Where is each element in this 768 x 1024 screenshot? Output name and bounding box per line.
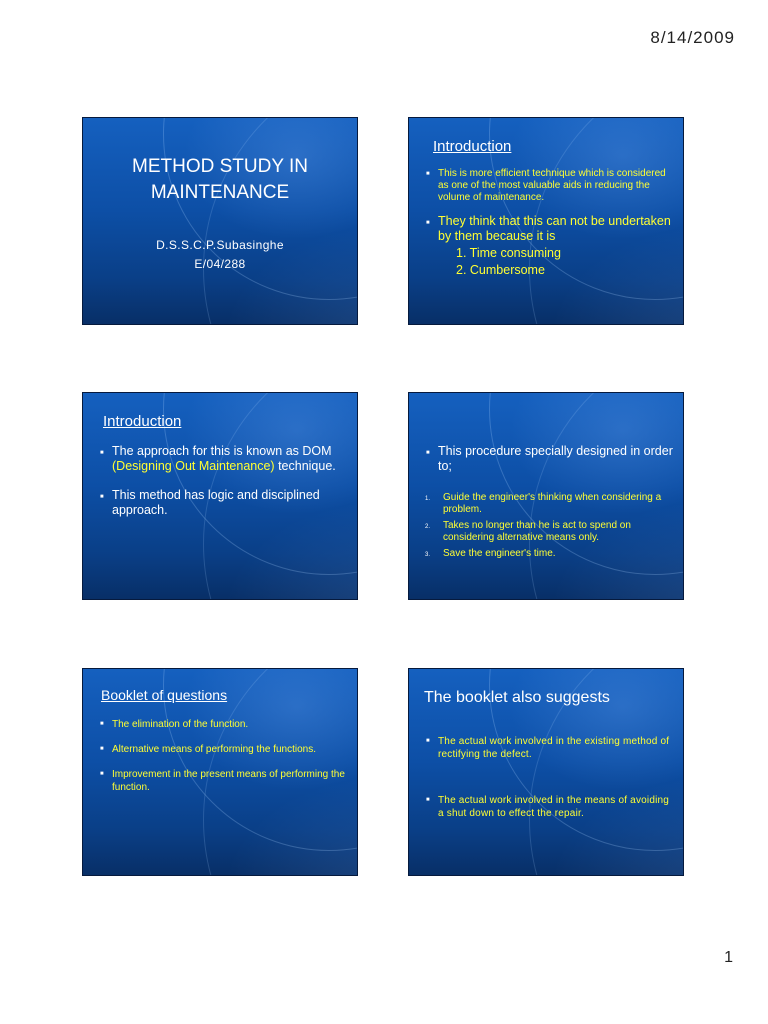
presentation-title — [83, 154, 357, 206]
slide-title: Introduction — [103, 413, 182, 430]
item-number: 1. — [425, 496, 431, 502]
square-bullet-icon: ■ — [426, 797, 430, 803]
bullet-text: Alternative means of performing the functions. — [112, 744, 316, 755]
item-number: 3. — [425, 552, 431, 558]
author-block — [83, 236, 357, 274]
bullet-text: Improvement in the present means of performing the function. — [112, 769, 345, 793]
list-item — [99, 488, 349, 518]
bullet-text-end: technique. — [274, 459, 336, 473]
square-bullet-icon: ■ — [426, 738, 430, 744]
list-item — [425, 794, 677, 820]
slide-6-booklet-suggests — [408, 668, 684, 876]
slide-body — [425, 168, 675, 279]
square-bullet-icon: ■ — [426, 171, 430, 177]
numbered-item — [425, 548, 675, 560]
slide-3-introduction — [82, 392, 358, 600]
slide-2-introduction — [408, 117, 684, 325]
list-item — [425, 444, 675, 474]
list-item — [99, 444, 349, 474]
print-date: 8/14/2009 — [650, 28, 735, 47]
bullet-text: This method has logic and disciplined approach. — [112, 488, 320, 517]
square-bullet-icon: ■ — [100, 494, 104, 500]
list-item — [425, 214, 675, 244]
title-line-1: METHOD STUDY IN — [132, 156, 308, 177]
slide-body — [99, 444, 349, 518]
numbered-item — [425, 492, 675, 516]
square-bullet-icon: ■ — [100, 721, 104, 727]
list-item — [99, 718, 349, 731]
slide-body — [425, 735, 677, 820]
slide-title: Booklet of questions — [101, 687, 228, 703]
square-bullet-icon: ■ — [100, 771, 104, 777]
slide-title: The booklet also suggests — [424, 689, 610, 706]
slide-body — [99, 718, 349, 794]
highlight-text: (Designing Out Maintenance) — [112, 459, 275, 473]
slide-4-procedure — [408, 392, 684, 600]
bullet-text: The elimination of the function. — [112, 719, 249, 730]
bullet-text: The actual work involved in the means of avoiding a shut down to effect the repair. — [438, 795, 670, 819]
list-item — [99, 768, 349, 794]
numbered-item — [425, 520, 675, 544]
slide-5-booklet-of-questions — [82, 668, 358, 876]
item-text: Takes no longer than he is act to spend on considering alternative means only. — [443, 520, 631, 543]
slide-title: Introduction — [433, 138, 512, 155]
item-number: 2. — [425, 524, 431, 530]
list-item: 1. Time consuming — [456, 246, 561, 260]
square-bullet-icon: ■ — [100, 450, 104, 456]
item-text: Save the engineer's time. — [443, 548, 556, 559]
item-text: Guide the engineer's thinking when considering a problem. — [443, 492, 662, 515]
bullet-text: This is more efficient technique which is considered as one of the most valuable aids in reducing the volume of maintenance. — [438, 168, 666, 203]
bullet-text: The approach for this is known as DOM — [112, 444, 332, 458]
author-id: E/04/288 — [194, 257, 246, 271]
bullet-text: This procedure specially designed in order to; — [438, 444, 673, 473]
square-bullet-icon: ■ — [426, 220, 430, 226]
slide-body — [425, 444, 675, 560]
bullet-text: The actual work involved in the existing method of rectifying the defect. — [438, 736, 670, 760]
square-bullet-icon: ■ — [100, 746, 104, 752]
list-item — [425, 735, 677, 761]
page-number: 1 — [724, 949, 733, 966]
square-bullet-icon: ■ — [426, 450, 430, 456]
list-item: 2. Cumbersome — [456, 263, 545, 277]
author-name: D.S.S.C.P.Subasinghe — [156, 238, 284, 252]
bullet-text: They think that this can not be undertaken by them because it is — [438, 214, 671, 243]
list-item — [425, 168, 675, 204]
slide-1-title — [82, 117, 358, 325]
list-item — [99, 743, 349, 756]
title-line-2: MAINTENANCE — [150, 182, 290, 203]
